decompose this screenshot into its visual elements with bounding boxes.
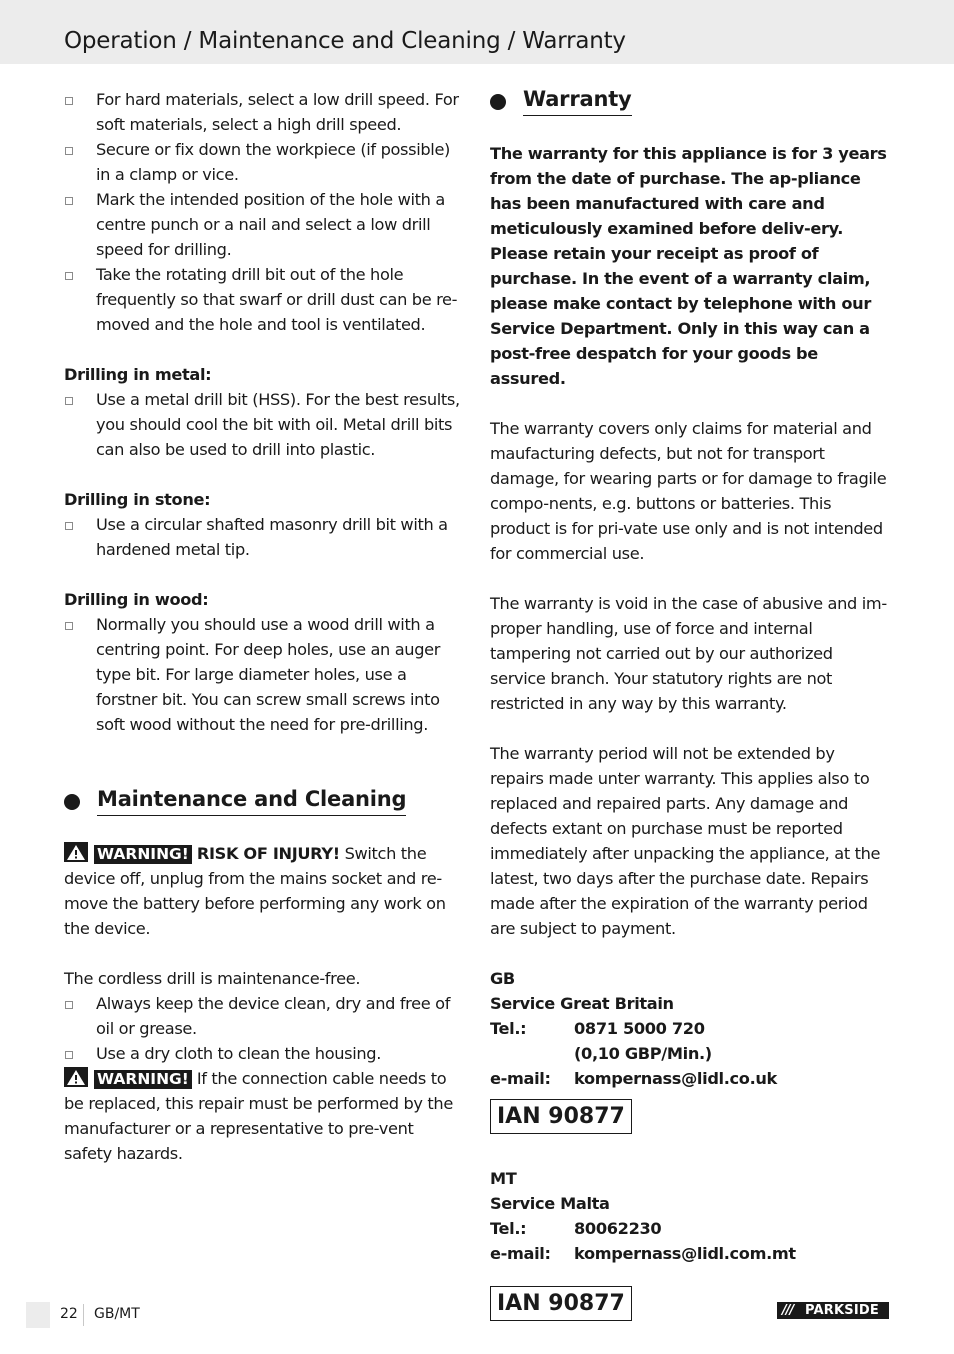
- footer-marker: [26, 1302, 50, 1328]
- checkbox-bullet-icon: [65, 1001, 73, 1009]
- list-item: Secure or fix down the workpiece (if possible) in a clamp or vice.: [64, 137, 466, 187]
- phone-number: 80062230: [574, 1219, 662, 1238]
- maintenance-heading: Maintenance and Cleaning: [64, 787, 466, 816]
- service-gb: [490, 966, 892, 1134]
- warranty-heading: Warranty: [490, 87, 892, 116]
- service-mt: [490, 1166, 892, 1321]
- ian-box: IAN 90877: [490, 1286, 632, 1321]
- list-item: Always keep the device clean, dry and free of oil or grease.: [64, 991, 466, 1041]
- checkbox-bullet-icon: [65, 272, 73, 280]
- warning-badge: WARNING!: [94, 1070, 192, 1089]
- footer-language: GB/MT: [94, 1306, 140, 1322]
- page-header: [0, 0, 954, 64]
- ian-box: IAN 90877: [490, 1099, 632, 1134]
- tel-row: Tel.: 0871 5000 720: [490, 1016, 892, 1041]
- warning-cable: [64, 1066, 466, 1166]
- service-name: Service Great Britain: [490, 994, 674, 1013]
- checkbox-bullet-icon: [65, 147, 73, 155]
- warranty-bold-paragraph: The warranty for this appliance is for 3 years from the date of purchase. The ap-pliance has been manufactured with care and meticulously examined before deliv-ery. Please retain your receipt as proof of purchase. In the event of a warranty claim, please make contact by telephone with our Service Department. Only in this way can a post-free despatch for your goods be assured.: [490, 144, 887, 388]
- rate-row: (0,10 GBP/Min.): [574, 1044, 712, 1063]
- list-item: Use a dry cloth to clean the housing.: [64, 1041, 466, 1066]
- checkbox-bullet-icon: [65, 1051, 73, 1059]
- warning-triangle-icon: [64, 1067, 88, 1087]
- warranty-paragraph: The warranty is void in the case of abusive and im-proper handling, use of force and internal tampering not carried out by our authorized service branch. Your statutory rights are not restricted in any way by this warranty.: [490, 594, 887, 713]
- checkbox-bullet-icon: [65, 97, 73, 105]
- warranty-paragraph: The warranty period will not be extended by repairs made unter warranty. This applies also to replaced and repaired parts. Any damage and defects extant on purchase must be reported immediately after unpacking the appliance, at the latest, two days after the purchase date. Repairs made after the expiration of the warranty period are subject to payment.: [490, 744, 881, 938]
- list-item: Take the rotating drill bit out of the hole frequently so that swarf or drill dust can be re-moved and the hole and tool is ventilated.: [64, 262, 466, 337]
- email-row: e-mail: kompernass@lidl.com.mt: [490, 1241, 892, 1266]
- warning-injury: [64, 841, 466, 941]
- service-name: Service Malta: [490, 1194, 610, 1213]
- country-code: GB: [490, 969, 515, 988]
- phone-number: 0871 5000 720: [574, 1019, 705, 1038]
- email-row: e-mail: kompernass@lidl.co.uk: [490, 1066, 892, 1091]
- list-item: Mark the intended position of the hole with a centre punch or a nail and select a low drill speed for drilling.: [64, 187, 466, 262]
- warning-triangle-icon: [64, 842, 88, 862]
- drilling-metal-heading: Drilling in metal:: [64, 365, 212, 384]
- checkbox-bullet-icon: [65, 522, 73, 530]
- warranty-paragraph: The warranty covers only claims for material and maufacturing defects, but not for transport damage, for wearing parts or for damage to fragile compo-nents, e.g. buttons or batteries. This product is for pri-vate use only and is not intended for commercial use.: [490, 419, 887, 563]
- risk-of-injury-label: RISK OF INJURY!: [196, 844, 340, 863]
- tel-row: Tel.: 80062230: [490, 1216, 892, 1241]
- logo-text: PARKSIDE: [805, 1303, 879, 1318]
- left-column: [64, 87, 466, 1166]
- list-item: Use a circular shafted masonry drill bit with a hardened metal tip.: [64, 512, 466, 562]
- list-item: For hard materials, select a low drill speed. For soft materials, select a high drill speed.: [64, 87, 466, 137]
- country-code: MT: [490, 1169, 517, 1188]
- list-item: Use a metal drill bit (HSS). For the best results, you should cool the bit with oil. Metal drill bits can also be used to drill into plastic.: [64, 387, 466, 462]
- footer-divider: [83, 1304, 84, 1326]
- checkbox-bullet-icon: [65, 622, 73, 630]
- maintenance-intro: The cordless drill is maintenance-free.: [64, 969, 361, 988]
- warning-text: If the connection cable needs to be replaced, this repair must be performed by the manufacturer or a representative to pre-vent safety hazards.: [64, 1069, 453, 1163]
- list-item: Normally you should use a wood drill with a centring point. For deep holes, use an auger type bit. For large diameter holes, use a forstner bit. You can screw small screws into soft wood without the need for pre-drilling.: [64, 612, 466, 737]
- page-number: 22: [60, 1306, 78, 1322]
- email-address: kompernass@lidl.com.mt: [574, 1244, 796, 1263]
- checkbox-bullet-icon: [65, 397, 73, 405]
- drilling-wood-heading: Drilling in wood:: [64, 590, 209, 609]
- warning-badge: WARNING!: [94, 845, 192, 864]
- warning-text: Switch the device off, unplug from the mains socket and re-move the battery before performing any work on the device.: [64, 844, 446, 938]
- drilling-stone-heading: Drilling in stone:: [64, 490, 211, 509]
- right-column: [490, 87, 892, 1321]
- page-title: Operation / Maintenance and Cleaning / Warranty: [64, 28, 626, 54]
- bullet-dot-icon: [64, 794, 80, 810]
- parkside-logo: [777, 1302, 889, 1319]
- bullet-dot-icon: [490, 94, 506, 110]
- email-address: kompernass@lidl.co.uk: [574, 1069, 777, 1088]
- logo-stripes-icon: ///: [782, 1303, 794, 1318]
- checkbox-bullet-icon: [65, 197, 73, 205]
